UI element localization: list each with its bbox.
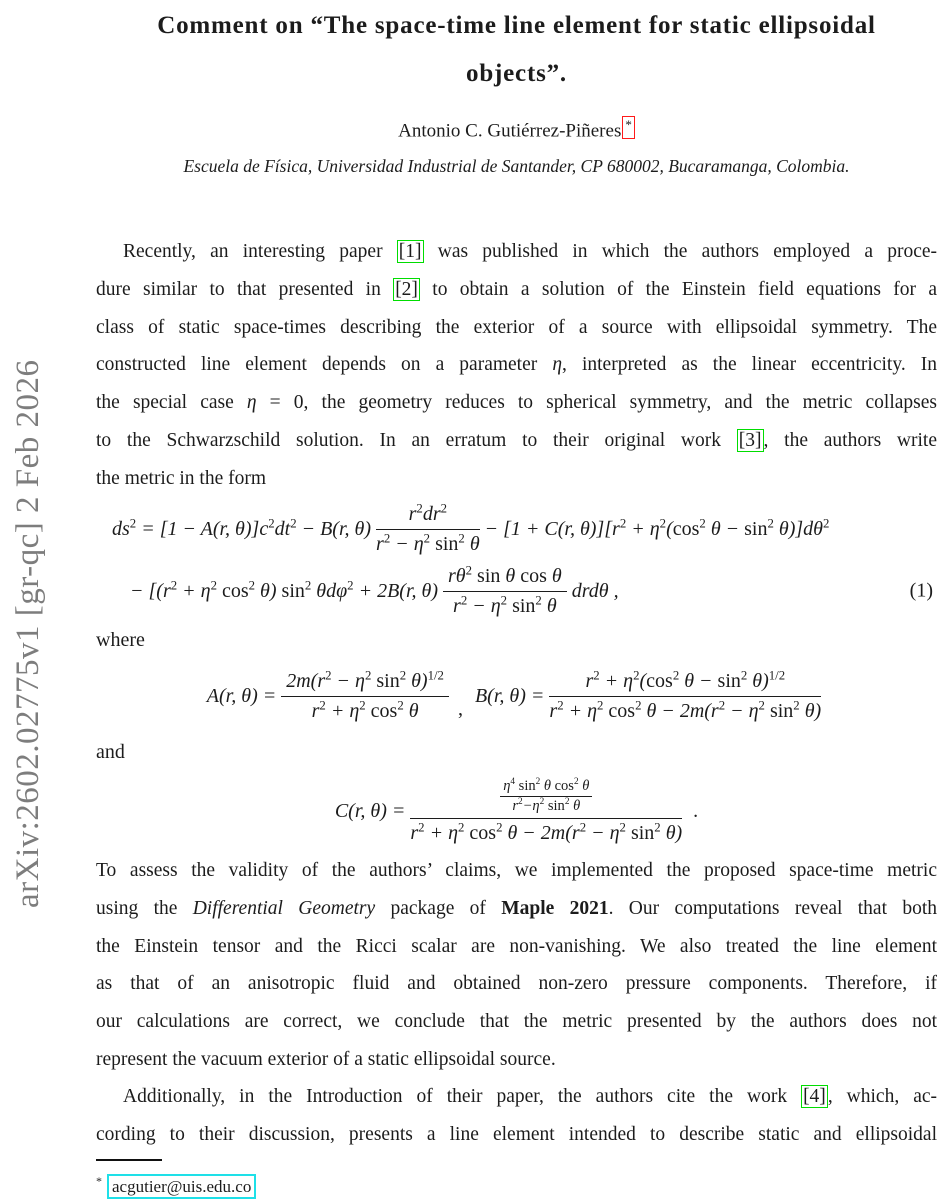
paragraph-1 (96, 233, 937, 497)
fraction (443, 564, 567, 618)
equation-1-line-2 (96, 561, 937, 621)
text-line: To assess the validity of the authors’ claims, we implemented the proposed space-time metric (96, 860, 937, 882)
citation-ref-2[interactable]: [2] (395, 279, 418, 301)
and-label: and (96, 741, 125, 764)
paper-title (96, 2, 937, 98)
fraction-numerator: $2m(r^2 - \eta^2$ $\sin^2 \theta)^{1/2}$ (281, 669, 449, 697)
math-expression: A(r, θ) = (206, 684, 277, 707)
fraction-numerator: $r\theta^2$ sin θ cos θ (443, 564, 567, 592)
math-expression: C(r, θ) = (334, 799, 406, 822)
footnote-rule (96, 1159, 162, 1161)
where-label: where (96, 629, 145, 652)
fraction-numerator: $r^2dr^2$ (376, 502, 480, 530)
text-line: our calculations are correct, we conclude that the metric presented by the authors does not (96, 1011, 937, 1033)
author-line (96, 113, 937, 143)
text-line: the metric in the form (96, 467, 267, 489)
fraction-denominator: $r^2 - \eta^2$ $\sin^2 \theta$ (453, 593, 557, 618)
text-line: dure similar to that presented in [2] to obtain a solution of the Einstein field equations for a (96, 279, 937, 301)
fraction (281, 669, 449, 723)
author-name: Antonio C. Gutiérrez-Piñeres (398, 120, 622, 142)
footnote-line (96, 1168, 937, 1200)
text-line: the special case η = 0, the geometry reduces to spherical symmetry, and the metric collapses (96, 392, 938, 414)
text-line: Additionally, in the Introduction of their paper, the authors cite the work [4] , which, ac- (123, 1086, 937, 1108)
math-expression: − [1 + C(r, $\theta)][r^2 + \eta^2(\cos^2$ $\theta - \sin^2 \theta)]d\theta^2$ (484, 516, 830, 540)
fraction-numerator (410, 777, 682, 819)
equation-1-line-1 (96, 497, 937, 561)
affiliation: Escuela de Física, Universidad Industrial de Santander, CP 680002, Bucaramanga, Colombia. (183, 156, 850, 177)
text-line: represent the vacuum exterior of a static ellipsoidal source. (96, 1048, 556, 1070)
text-line: as that of an anisotropic fluid and obtained non-zero pressure components. Therefore, if (96, 973, 937, 995)
title-line-2: objects”. (466, 60, 567, 87)
text-line: using the Differential Geometry package of Maple 2021. Our computations reveal that both (96, 897, 937, 919)
footnote-area (96, 1159, 937, 1200)
text-line: constructed line element depends on a parameter η, interpreted as the linear eccentricity. In (96, 354, 938, 376)
author-footnote-link[interactable]: * (622, 116, 635, 139)
text-line: the Einstein tensor and the Ricci scalar are non-vanishing. We also treated the line element (96, 935, 937, 957)
fraction (410, 777, 682, 845)
text-line: class of static space-times describing the exterior of a source with ellipsoidal symmetry. The (96, 316, 937, 338)
citation-ref-3[interactable]: [3] (738, 429, 762, 451)
fraction-denominator: $r^2-\eta^2$ $\sin^2 \theta$ (512, 797, 581, 815)
math-expression: B(r, θ) = (474, 684, 545, 707)
equation-C (96, 771, 937, 851)
equation-trailing-period: . (693, 799, 699, 822)
title-line-1: Comment on “The space-time line element for static ellipsoidal (157, 12, 876, 39)
nested-fraction (500, 778, 592, 815)
footnote-marker: * (96, 1173, 102, 1188)
fraction (376, 502, 480, 556)
fraction (549, 669, 821, 723)
text-line: to the Schwarzschild solution. In an erratum to their original work [3] , the authors write (96, 429, 938, 451)
paragraph-2 (96, 852, 937, 1078)
citation-ref-1[interactable]: [1] (398, 241, 422, 263)
footnote-email-link[interactable]: acgutier@uis.edu.co (107, 1174, 256, 1199)
math-expression: drdθ , (571, 579, 619, 602)
fraction-denominator: $r^2 + \eta^2$ $\cos^2 \theta - 2m(r^2 - \eta^2$ $\sin^2 \theta$) (410, 820, 683, 845)
math-expression: − [($r^2 + \eta^2$ $\cos^2 \theta$) $\sin^2 \theta d\varphi^2 + 2B(r$, θ) (130, 578, 439, 602)
math-expression: $ds^2 = [1 - A(r$, $\theta)]c^2dt^2 - B(r$, θ) (112, 516, 372, 540)
equation-A-B (96, 659, 937, 733)
equation-separator-comma: , (457, 698, 463, 721)
paragraph-3 (96, 1078, 937, 1153)
equation-number: (1) (909, 579, 933, 602)
text-line: cording to their discussion, presents a line element intended to describe static and ellipsoidal (96, 1124, 937, 1146)
citation-ref-4[interactable]: [4] (803, 1086, 826, 1108)
fraction-denominator: $r^2 + \eta^2$ $\cos^2 \theta - 2m(r^2 - \eta^2$ $\sin^2 \theta$) (549, 698, 822, 723)
fraction-denominator: $r^2 + \eta^2$ $\cos^2 \theta$ (311, 698, 419, 723)
arxiv-watermark: arXiv:2602.02775v1 [gr-qc] 2 Feb 2026 (10, 359, 46, 908)
text-line: Recently, an interesting paper [1] was published in which the authors employed a proce- (123, 241, 938, 263)
fraction-numerator: $\eta^4$ $\sin^2 \theta$ $\cos^2 \theta$ (500, 778, 592, 797)
fraction-numerator: $r^2 + \eta^2(\cos^2$ $\theta - \sin^2 \theta)^{1/2}$ (549, 669, 821, 697)
fraction-denominator: $r^2 - \eta^2$ $\sin^2 \theta$ (376, 531, 480, 556)
